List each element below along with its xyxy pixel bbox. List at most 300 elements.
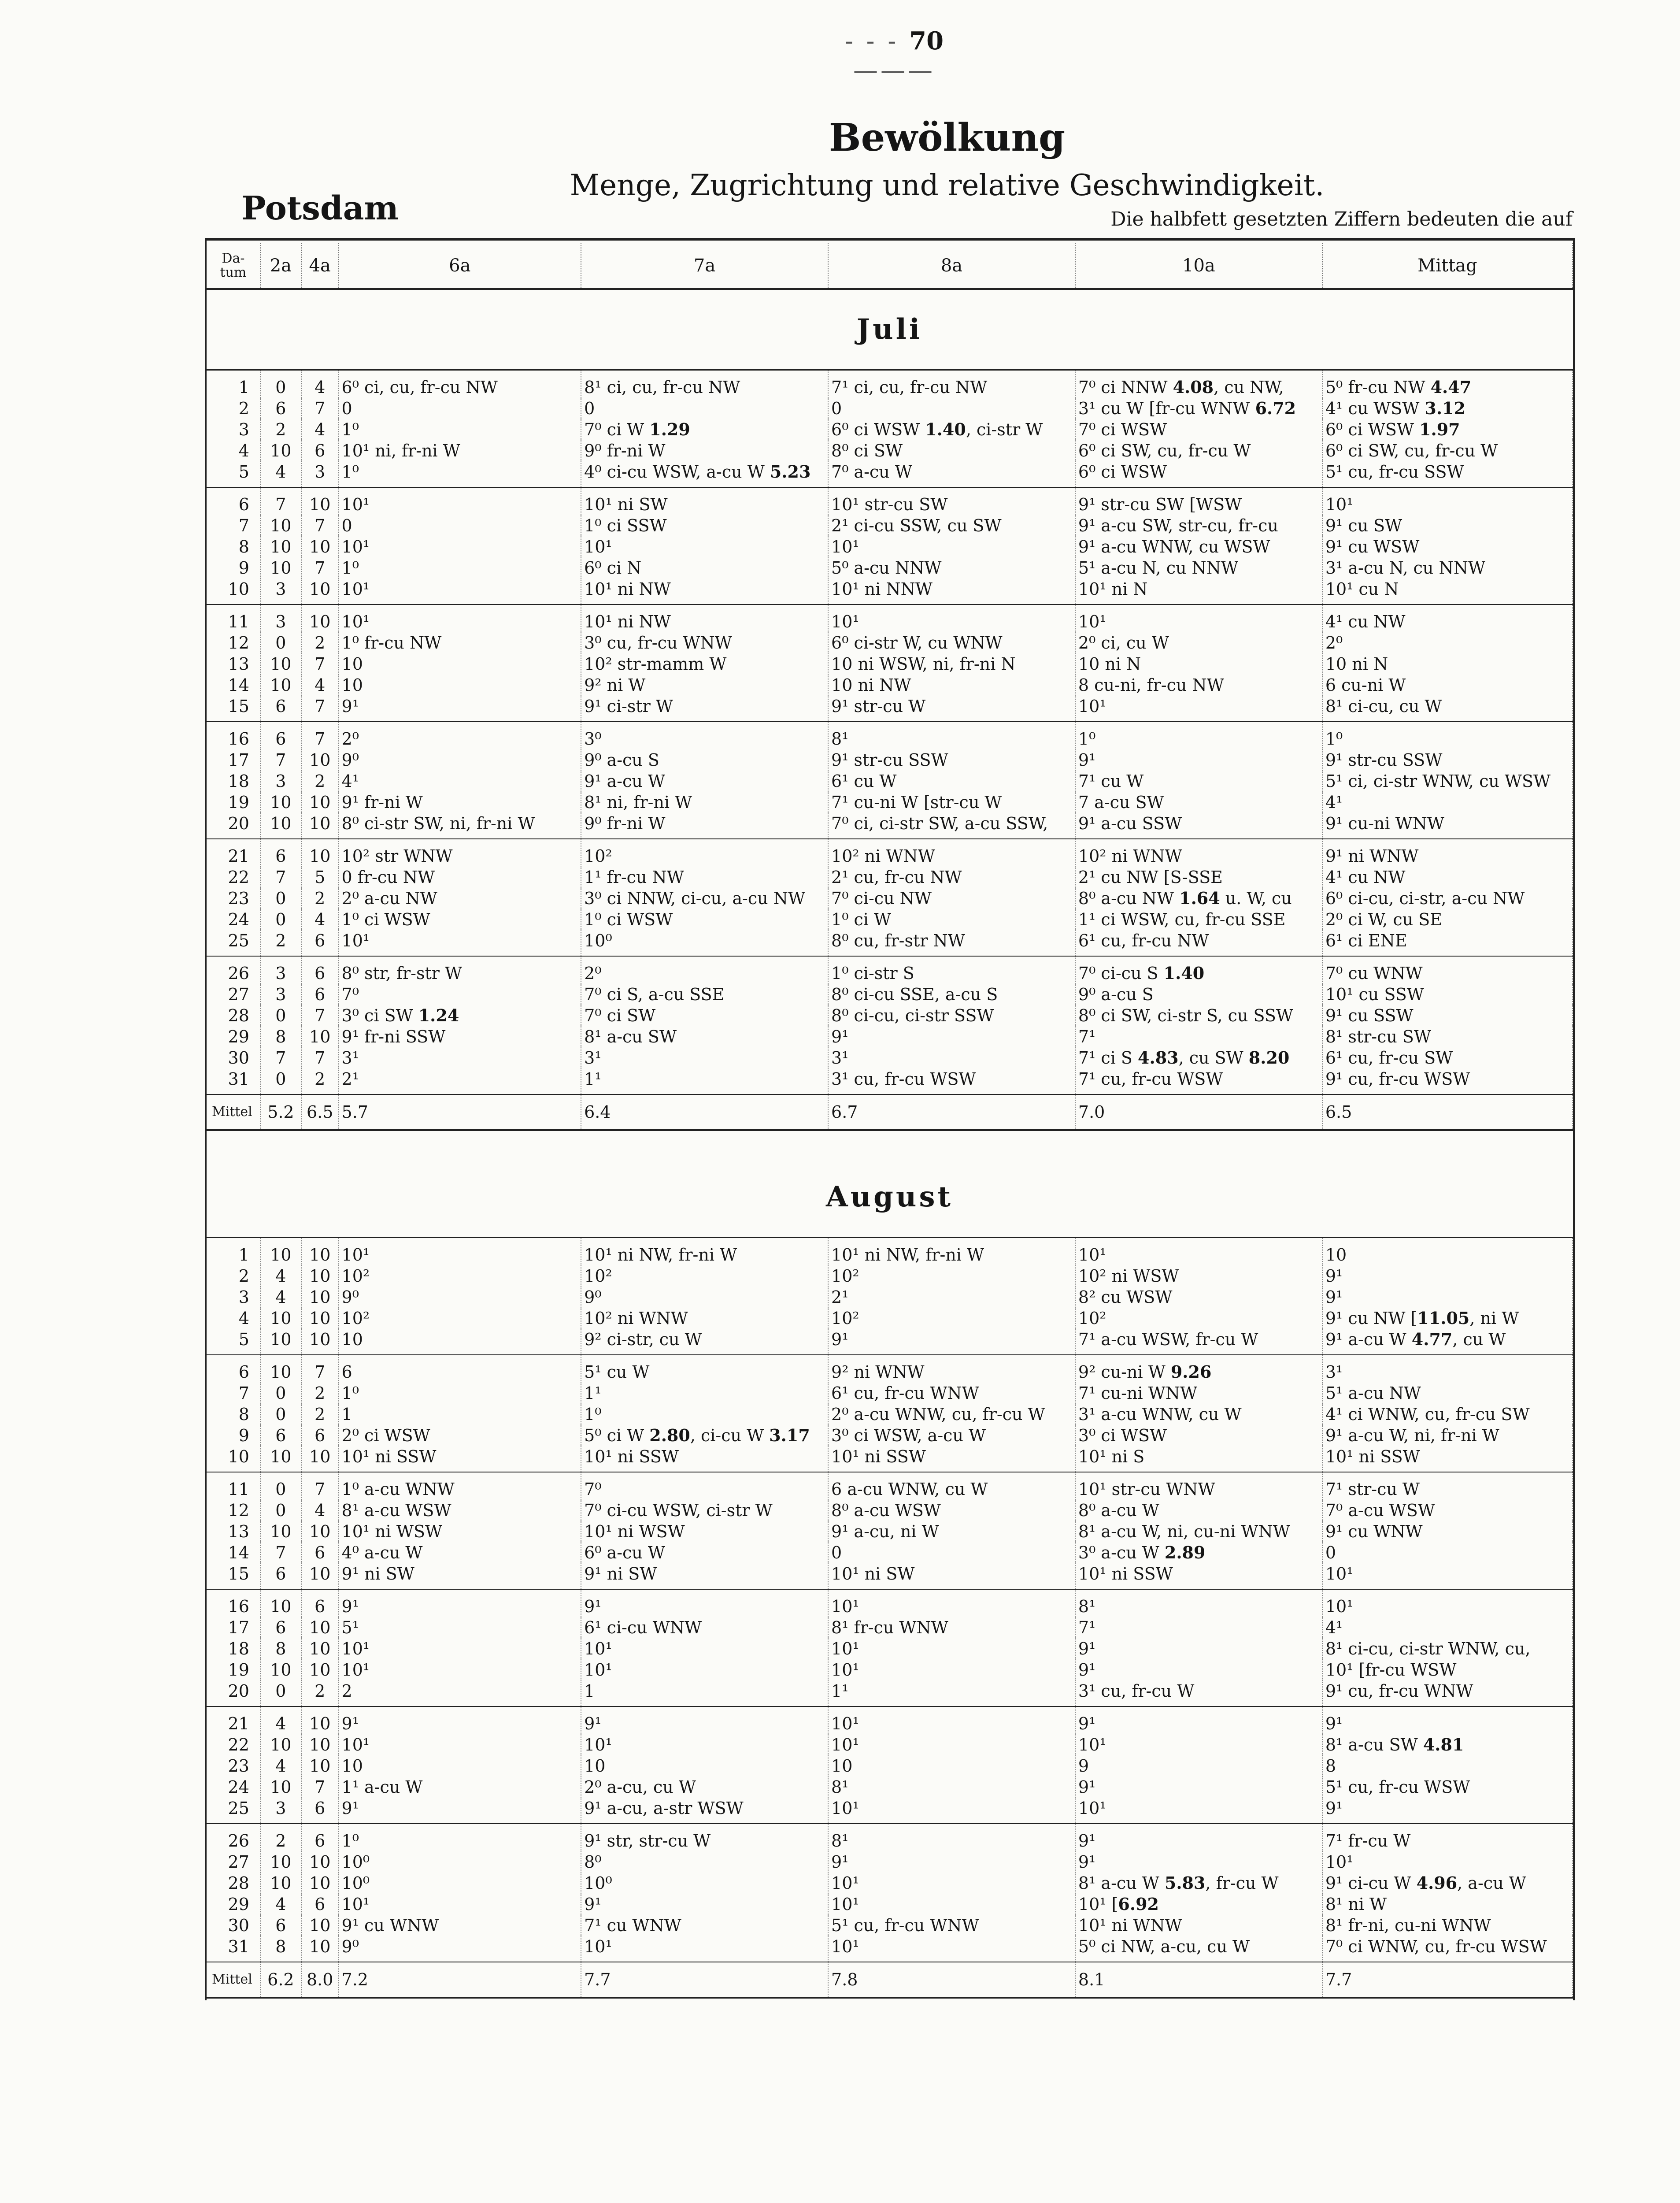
cell-7a: 6.4 (581, 1094, 828, 1130)
table-row (207, 398, 1573, 419)
cell-6a: 1⁰ (339, 461, 581, 487)
cell-8a: 2¹ cu, fr-cu NW (828, 867, 1075, 888)
cell-7a: 10 (581, 1755, 828, 1776)
cell-4a: 4 (301, 419, 339, 440)
cell-4a: 10 (301, 1238, 339, 1266)
cell-4a: 10 (301, 1308, 339, 1329)
cell-4a: 6 (301, 1894, 339, 1915)
cell-2a: 10 (260, 1521, 301, 1542)
cell-day: 20 (207, 1680, 260, 1706)
cell-6a: 10¹ (339, 536, 581, 557)
cell-6a: 9¹ (339, 1589, 581, 1617)
cell-8a: 0 (828, 1542, 1075, 1563)
cell-4a: 7 (301, 1472, 339, 1500)
cell-10a: 9¹ (1075, 1659, 1322, 1680)
cell-6a: 10¹ (339, 930, 581, 956)
cell-7a: 10¹ (581, 536, 828, 557)
cell-4a: 6 (301, 930, 339, 956)
table-row (207, 653, 1573, 675)
cell-day: 19 (207, 1659, 260, 1680)
cell-mittag: 5¹ ci, ci-str WNW, cu WSW (1322, 771, 1573, 792)
cell-6a: 8⁰ str, fr-str W (339, 956, 581, 984)
cell-7a: 10² str-mamm W (581, 653, 828, 675)
cell-4a: 10 (301, 1873, 339, 1894)
cell-4a: 10 (301, 1026, 339, 1047)
cell-10a: 10¹ [6.92 (1075, 1894, 1322, 1915)
cell-10a: 10¹ ni N (1075, 579, 1322, 605)
cell-10a: 3¹ a-cu WNW, cu W (1075, 1404, 1322, 1425)
table-row (207, 605, 1573, 632)
cell-8a: 6⁰ ci-str W, cu WNW (828, 632, 1075, 653)
table-row (207, 557, 1573, 579)
cell-2a: 4 (260, 461, 301, 487)
cell-6a: 1⁰ (339, 1383, 581, 1404)
cell-2a: 4 (260, 1706, 301, 1734)
cell-10a: 7⁰ ci WSW (1075, 419, 1322, 440)
header-7a: 7a (581, 243, 828, 289)
cell-day: 15 (207, 696, 260, 722)
cell-6a: 9¹ cu WNW (339, 1915, 581, 1936)
cell-2a: 10 (260, 653, 301, 675)
cell-6a: 9¹ (339, 1798, 581, 1824)
cell-day: 7 (207, 515, 260, 536)
mean-row (207, 1094, 1573, 1130)
cell-day: 13 (207, 1521, 260, 1542)
cell-day: 5 (207, 461, 260, 487)
cell-10a: 9¹ a-cu SSW (1075, 813, 1322, 839)
table-row (207, 1776, 1573, 1798)
cell-mittag: 9¹ a-cu W 4.77, cu W (1322, 1329, 1573, 1355)
cell-2a: 10 (260, 813, 301, 839)
cell-day: 2 (207, 1265, 260, 1287)
cell-6a: 2¹ (339, 1068, 581, 1094)
cell-mittag: 2⁰ (1322, 632, 1573, 653)
cell-day: 18 (207, 1638, 260, 1659)
cell-2a: 3 (260, 605, 301, 632)
cell-8a: 8¹ fr-cu WNW (828, 1617, 1075, 1638)
cell-10a: 7¹ (1075, 1617, 1322, 1638)
table-row (207, 461, 1573, 487)
cell-7a: 9⁰ a-cu S (581, 749, 828, 771)
cell-7a: 7⁰ ci SW (581, 1005, 828, 1026)
cell-6a: 10¹ (339, 1238, 581, 1266)
cell-day: 7 (207, 1383, 260, 1404)
cell-7a: 8⁰ (581, 1851, 828, 1873)
cell-6a: 10 (339, 653, 581, 675)
table-row (207, 675, 1573, 696)
column-header-row (207, 243, 1573, 289)
cell-10a: 10 ni N (1075, 653, 1322, 675)
cell-mittag: 6 cu-ni W (1322, 675, 1573, 696)
month-heading: August (207, 1157, 1573, 1238)
table-row (207, 1851, 1573, 1873)
cell-6a: 10² (339, 1308, 581, 1329)
cell-8a: 9¹ (828, 1026, 1075, 1047)
cell-2a: 0 (260, 1005, 301, 1026)
cell-6a: 1 (339, 1404, 581, 1425)
cell-2a: 10 (260, 536, 301, 557)
cell-4a: 4 (301, 370, 339, 398)
cell-mittag: 4¹ (1322, 1617, 1573, 1638)
cell-7a: 3⁰ cu, fr-cu WNW (581, 632, 828, 653)
table-row (207, 419, 1573, 440)
table-row (207, 722, 1573, 749)
cell-10a: 7¹ cu, fr-cu WSW (1075, 1068, 1322, 1094)
cell-2a: 6 (260, 1617, 301, 1638)
cell-day: 13 (207, 653, 260, 675)
cell-10a: 6⁰ ci WSW (1075, 461, 1322, 487)
cell-2a: 7 (260, 1047, 301, 1068)
cell-day: 16 (207, 1589, 260, 1617)
cell-6a: 4¹ (339, 771, 581, 792)
cell-6a: 3¹ (339, 1047, 581, 1068)
cell-7a: 3⁰ (581, 722, 828, 749)
cell-4a: 5 (301, 867, 339, 888)
cloud-table (207, 243, 1573, 1999)
cell-8a: 10¹ str-cu SW (828, 487, 1075, 515)
cell-mittag: 5¹ cu, fr-cu SSW (1322, 461, 1573, 487)
cell-6a: 0 (339, 398, 581, 419)
cell-10a: 8² cu WSW (1075, 1287, 1322, 1308)
table-top-rule (205, 238, 1575, 241)
cell-mittag: 10¹ (1322, 1851, 1573, 1873)
cell-2a: 6 (260, 839, 301, 867)
cell-4a: 10 (301, 749, 339, 771)
cell-8a: 6¹ cu W (828, 771, 1075, 792)
header-datum: Da- tum (207, 243, 260, 289)
cell-8a: 9¹ str-cu SSW (828, 749, 1075, 771)
cell-10a: 8⁰ ci SW, ci-str S, cu SSW (1075, 1005, 1322, 1026)
cell-day: 2 (207, 398, 260, 419)
cell-day: 20 (207, 813, 260, 839)
table-row (207, 1005, 1573, 1026)
table-right-rule (1573, 238, 1575, 2000)
cell-6a: 9⁰ (339, 1287, 581, 1308)
cell-day: 15 (207, 1563, 260, 1589)
cell-day: 25 (207, 930, 260, 956)
cell-8a: 9¹ (828, 1329, 1075, 1355)
cell-mittag: 10¹ (1322, 1563, 1573, 1589)
cell-day: 21 (207, 1706, 260, 1734)
cell-6a: 1⁰ (339, 557, 581, 579)
cell-day: 4 (207, 440, 260, 461)
cell-6a: 1⁰ (339, 419, 581, 440)
cell-6a: 9¹ ni SW (339, 1563, 581, 1589)
cell-2a: 7 (260, 867, 301, 888)
cell-2a: 4 (260, 1265, 301, 1287)
table-row (207, 696, 1573, 722)
cell-6a: 10¹ (339, 487, 581, 515)
cell-8a: 9² ni WNW (828, 1355, 1075, 1383)
cell-2a: 0 (260, 632, 301, 653)
cell-8a: 8¹ (828, 1776, 1075, 1798)
table-row (207, 1638, 1573, 1659)
cell-mittag: 8¹ ci-cu, cu W (1322, 696, 1573, 722)
cell-10a: 5¹ a-cu N, cu NNW (1075, 557, 1322, 579)
table-row (207, 1563, 1573, 1589)
cell-6a: 10¹ (339, 579, 581, 605)
cell-mittag: 9¹ cu-ni WNW (1322, 813, 1573, 839)
cell-4a: 10 (301, 1915, 339, 1936)
cell-10a: 9¹ a-cu SW, str-cu, fr-cu (1075, 515, 1322, 536)
cell-2a: 0 (260, 1472, 301, 1500)
cell-6a: 4⁰ a-cu W (339, 1542, 581, 1563)
cell-6a: 10 (339, 1329, 581, 1355)
table-row (207, 1798, 1573, 1824)
cell-2a: 10 (260, 1238, 301, 1266)
cell-10a: 9¹ (1075, 1638, 1322, 1659)
cell-mittag: 0 (1322, 1542, 1573, 1563)
cell-10a: 3¹ cu, fr-cu W (1075, 1680, 1322, 1706)
cell-4a: 10 (301, 1638, 339, 1659)
cell-4a: 7 (301, 1355, 339, 1383)
cell-7a: 8¹ ci, cu, fr-cu NW (581, 370, 828, 398)
cell-day: 28 (207, 1873, 260, 1894)
cell-10a: 8 cu-ni, fr-cu NW (1075, 675, 1322, 696)
cell-mittag: 3¹ a-cu N, cu NNW (1322, 557, 1573, 579)
cell-10a: 8¹ a-cu W, ni, cu-ni WNW (1075, 1521, 1322, 1542)
cell-2a: 10 (260, 1873, 301, 1894)
cell-7a: 9⁰ fr-ni W (581, 440, 828, 461)
cell-10a: 7¹ cu W (1075, 771, 1322, 792)
cell-4a: 2 (301, 1404, 339, 1425)
cell-4a: 10 (301, 487, 339, 515)
cell-4a: 2 (301, 1383, 339, 1404)
header-4a: 4a (301, 243, 339, 289)
cell-mittag: 10¹ cu SSW (1322, 984, 1573, 1005)
cell-10a: 8¹ (1075, 1589, 1322, 1617)
cell-mittag: 10¹ [fr-cu WSW (1322, 1659, 1573, 1680)
table-row (207, 813, 1573, 839)
cell-2a: 6 (260, 1915, 301, 1936)
cell-8a: 2¹ ci-cu SSW, cu SW (828, 515, 1075, 536)
cell-7a: 9⁰ (581, 1287, 828, 1308)
cell-6a: 9¹ (339, 696, 581, 722)
table-row (207, 1308, 1573, 1329)
cell-7a: 1¹ (581, 1068, 828, 1094)
cell-day: 28 (207, 1005, 260, 1026)
cell-4a: 6 (301, 956, 339, 984)
cell-10a: 10¹ (1075, 605, 1322, 632)
cell-day: 29 (207, 1026, 260, 1047)
cell-mittag: 5⁰ fr-cu NW 4.47 (1322, 370, 1573, 398)
table-row (207, 1355, 1573, 1383)
cell-6a: 10 (339, 675, 581, 696)
cell-mittag: 8¹ a-cu SW 4.81 (1322, 1734, 1573, 1755)
cell-10a: 7⁰ ci NNW 4.08, cu NW, (1075, 370, 1322, 398)
cell-8a: 8⁰ a-cu WSW (828, 1500, 1075, 1521)
cell-day: Mittel (207, 1962, 260, 1998)
cell-6a: 1⁰ (339, 1824, 581, 1851)
cell-2a: 7 (260, 749, 301, 771)
cell-8a: 10 ni NW (828, 675, 1075, 696)
cell-6a: 1⁰ ci WSW (339, 909, 581, 930)
cell-8a: 10² (828, 1265, 1075, 1287)
cell-mittag: 7¹ fr-cu W (1322, 1824, 1573, 1851)
cell-8a: 8⁰ ci SW (828, 440, 1075, 461)
cell-day: 23 (207, 888, 260, 909)
cell-4a: 10 (301, 1659, 339, 1680)
cell-4a: 8.0 (301, 1962, 339, 1998)
cell-6a: 10¹ (339, 1638, 581, 1659)
header-8a: 8a (828, 243, 1075, 289)
cell-4a: 6 (301, 1824, 339, 1851)
cell-day: 30 (207, 1047, 260, 1068)
cell-mittag: 4¹ cu WSW 3.12 (1322, 398, 1573, 419)
cell-4a: 2 (301, 888, 339, 909)
cell-mittag: 9¹ (1322, 1798, 1573, 1824)
cell-10a: 10¹ (1075, 1798, 1322, 1824)
cell-mittag: 7⁰ ci WNW, cu, fr-cu WSW (1322, 1936, 1573, 1962)
cell-4a: 6 (301, 1425, 339, 1446)
page-number: - - - 70 ——— (844, 26, 944, 85)
table-row (207, 1265, 1573, 1287)
table-row (207, 1659, 1573, 1680)
cell-4a: 7 (301, 398, 339, 419)
cell-2a: 0 (260, 370, 301, 398)
cell-2a: 10 (260, 1659, 301, 1680)
cell-10a: 7.0 (1075, 1094, 1322, 1130)
cell-mittag: 9¹ cu WSW (1322, 536, 1573, 557)
cell-7a: 2⁰ a-cu, cu W (581, 1776, 828, 1798)
cell-mittag: 8¹ ci-cu, ci-str WNW, cu, (1322, 1638, 1573, 1659)
cell-8a: 10¹ (828, 1659, 1075, 1680)
cell-day: 8 (207, 1404, 260, 1425)
table-row (207, 1238, 1573, 1266)
cell-6a: 10¹ (339, 1894, 581, 1915)
cell-mittag: 9¹ cu SSW (1322, 1005, 1573, 1026)
table-row (207, 1873, 1573, 1894)
table-row (207, 1915, 1573, 1936)
cell-6a: 10¹ (339, 1734, 581, 1755)
cell-7a: 7.7 (581, 1962, 828, 1998)
table-row (207, 956, 1573, 984)
cell-2a: 10 (260, 1734, 301, 1755)
cell-8a: 8¹ (828, 1824, 1075, 1851)
cell-10a: 9¹ a-cu WNW, cu WSW (1075, 536, 1322, 557)
cell-mittag: 10¹ (1322, 487, 1573, 515)
cell-8a: 6⁰ ci WSW 1.40, ci-str W (828, 419, 1075, 440)
cell-7a: 9¹ ni SW (581, 1563, 828, 1589)
cell-day: 18 (207, 771, 260, 792)
cell-4a: 10 (301, 1446, 339, 1472)
cell-day: 24 (207, 1776, 260, 1798)
cell-day: 14 (207, 675, 260, 696)
cell-2a: 10 (260, 1329, 301, 1355)
cell-mittag: 5¹ cu, fr-cu WSW (1322, 1776, 1573, 1798)
cell-4a: 6 (301, 984, 339, 1005)
header-6a: 6a (339, 243, 581, 289)
cell-6a: 10¹ (339, 1659, 581, 1680)
cell-mittag: 9¹ a-cu W, ni, fr-ni W (1322, 1425, 1573, 1446)
cell-6a: 3⁰ ci SW 1.24 (339, 1005, 581, 1026)
cell-6a: 7.2 (339, 1962, 581, 1998)
cell-mittag: 6⁰ ci WSW 1.97 (1322, 419, 1573, 440)
table-row (207, 515, 1573, 536)
cell-7a: 7⁰ ci-cu WSW, ci-str W (581, 1500, 828, 1521)
cell-10a: 7¹ a-cu WSW, fr-cu W (1075, 1329, 1322, 1355)
cell-mittag: 10¹ cu N (1322, 579, 1573, 605)
cell-mittag: 9¹ ci-cu W 4.96, a-cu W (1322, 1873, 1573, 1894)
cell-7a: 1⁰ (581, 1404, 828, 1425)
cell-6a: 9¹ (339, 1706, 581, 1734)
cell-2a: 10 (260, 1355, 301, 1383)
cell-4a: 2 (301, 632, 339, 653)
cell-2a: 6 (260, 1563, 301, 1589)
cell-10a: 9⁰ a-cu S (1075, 984, 1322, 1005)
cell-10a: 9¹ (1075, 749, 1322, 771)
cell-6a: 10¹ ni WSW (339, 1521, 581, 1542)
cell-7a: 7¹ cu WNW (581, 1915, 828, 1936)
cell-7a: 10¹ (581, 1936, 828, 1962)
cell-6a: 10² str WNW (339, 839, 581, 867)
station-name: Potsdam (241, 189, 399, 227)
cell-4a: 10 (301, 1329, 339, 1355)
cell-7a: 10¹ ni NW (581, 579, 828, 605)
cell-mittag: 9¹ cu NW [11.05, ni W (1322, 1308, 1573, 1329)
table-row (207, 792, 1573, 813)
bold-figures-note: Die halbfett gesetzten Ziffern bedeuten die auf (1110, 208, 1573, 230)
cell-2a: 0 (260, 888, 301, 909)
month-spacer (207, 1130, 1573, 1157)
cell-8a: 1⁰ ci W (828, 909, 1075, 930)
cell-4a: 10 (301, 579, 339, 605)
cell-4a: 10 (301, 813, 339, 839)
cell-2a: 6 (260, 398, 301, 419)
cell-7a: 8¹ ni, fr-ni W (581, 792, 828, 813)
cell-8a: 8⁰ ci-cu SSE, a-cu S (828, 984, 1075, 1005)
table-row (207, 1329, 1573, 1355)
table-row (207, 888, 1573, 909)
cell-day: 10 (207, 579, 260, 605)
table-row (207, 370, 1573, 398)
cell-2a: 5.2 (260, 1094, 301, 1130)
cell-day: 21 (207, 839, 260, 867)
cell-2a: 3 (260, 956, 301, 984)
month-heading-row (207, 1157, 1573, 1238)
cell-10a: 8⁰ a-cu NW 1.64 u. W, cu (1075, 888, 1322, 909)
cell-mittag: 9¹ ni WNW (1322, 839, 1573, 867)
cell-4a: 2 (301, 1068, 339, 1094)
cell-4a: 10 (301, 1851, 339, 1873)
cell-10a: 9² cu-ni W 9.26 (1075, 1355, 1322, 1383)
cell-8a: 6¹ cu, fr-cu WNW (828, 1383, 1075, 1404)
cell-2a: 0 (260, 1404, 301, 1425)
table-row (207, 536, 1573, 557)
cell-mittag: 9¹ (1322, 1287, 1573, 1308)
cell-8a: 9¹ (828, 1851, 1075, 1873)
cell-4a: 10 (301, 792, 339, 813)
cell-8a: 7¹ cu-ni W [str-cu W (828, 792, 1075, 813)
cell-day: Mittel (207, 1094, 260, 1130)
cell-mittag: 8¹ str-cu SW (1322, 1026, 1573, 1047)
cell-8a: 3¹ (828, 1047, 1075, 1068)
page-title: Bewölkung (829, 115, 1066, 160)
cell-mittag: 9¹ str-cu SSW (1322, 749, 1573, 771)
cell-10a: 10¹ ni S (1075, 1446, 1322, 1472)
cell-4a: 7 (301, 557, 339, 579)
cell-7a: 10⁰ (581, 1873, 828, 1894)
cell-4a: 10 (301, 1265, 339, 1287)
cell-mittag: 9¹ cu SW (1322, 515, 1573, 536)
cell-8a: 10¹ ni NNW (828, 579, 1075, 605)
cell-4a: 6 (301, 440, 339, 461)
cell-day: 31 (207, 1936, 260, 1962)
cell-6a: 6⁰ ci, cu, fr-cu NW (339, 370, 581, 398)
cell-mittag: 4¹ (1322, 792, 1573, 813)
cell-2a: 0 (260, 1068, 301, 1094)
table-row (207, 1404, 1573, 1425)
